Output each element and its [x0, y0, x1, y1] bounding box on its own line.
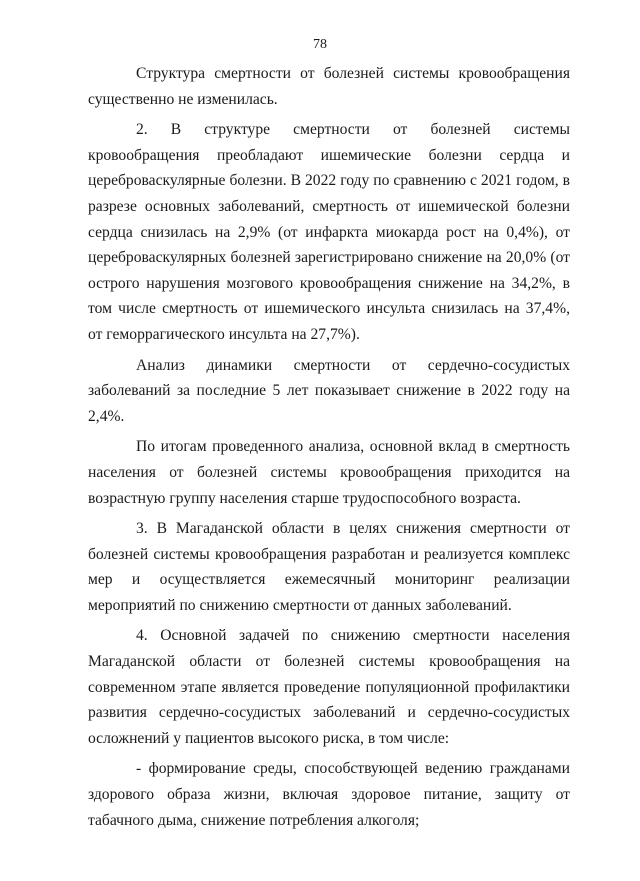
paragraph-five-year-analysis: Анализ динамики смертности от сердечно-сосудистых заболеваний за последние 5 лет показывает снижение в 2022 году на 2,4%. [88, 356, 570, 425]
paragraph-item-3-measures: 3. В Магаданской области в целях снижения смертности от болезней системы кровообращения разработан и реализуется комплекс мер и осуществляется ежемесячный мониторинг реализации мероприятий по снижению смертности от данных заболеваний. [88, 520, 570, 614]
paragraph-age-group-contribution: По итогам проведенного анализа, основной вклад в смертность населения от болезней системы кровообращения приходится на возрастную группу населения старше трудоспособного возраста. [88, 438, 570, 507]
page-number: 78 [313, 37, 327, 52]
paragraph-bullet-healthy-environment: - формирование среды, способствующей ведению гражданами здорового образа жизни, включая здоровое питание, защиту от табачного дыма, снижение потребления алкоголя; [88, 760, 570, 829]
paragraph-item-4-main-task: 4. Основной задачей по снижению смертности населения Магаданской области от болезней системы кровообращения на современном этапе является проведение популяционной профилактики развития сердечно-сосудистых заболеваний и сердечно-сосудистых осложнений у пациентов высокого риска, в том числе: [88, 627, 570, 747]
document-body [88, 61, 570, 838]
paragraph-item-2-structure: 2. В структуре смертности от болезней системы кровообращения преобладают ишемические болезни сердца и цереброваскулярные болезни. В 2022 году по сравнению с 2021 годом, в разрезе основных заболеваний, смертность от ишемической болезни сердца снизилась на 2,9% (от инфаркта миокарда рост на 0,4%), от цереброваскулярных болезней зарегистрировано снижение на 20,0% (от острого нарушения мозгового кровообращения снижение на 34,2%, в том числе смертность от ишемического инсульта снизилась на 37,4%, от геморрагического инсульта на 27,7%). [88, 121, 570, 343]
paragraph-structure-unchanged: Структура смертности от болезней системы кровообращения существенно не изменилась. [88, 65, 570, 108]
